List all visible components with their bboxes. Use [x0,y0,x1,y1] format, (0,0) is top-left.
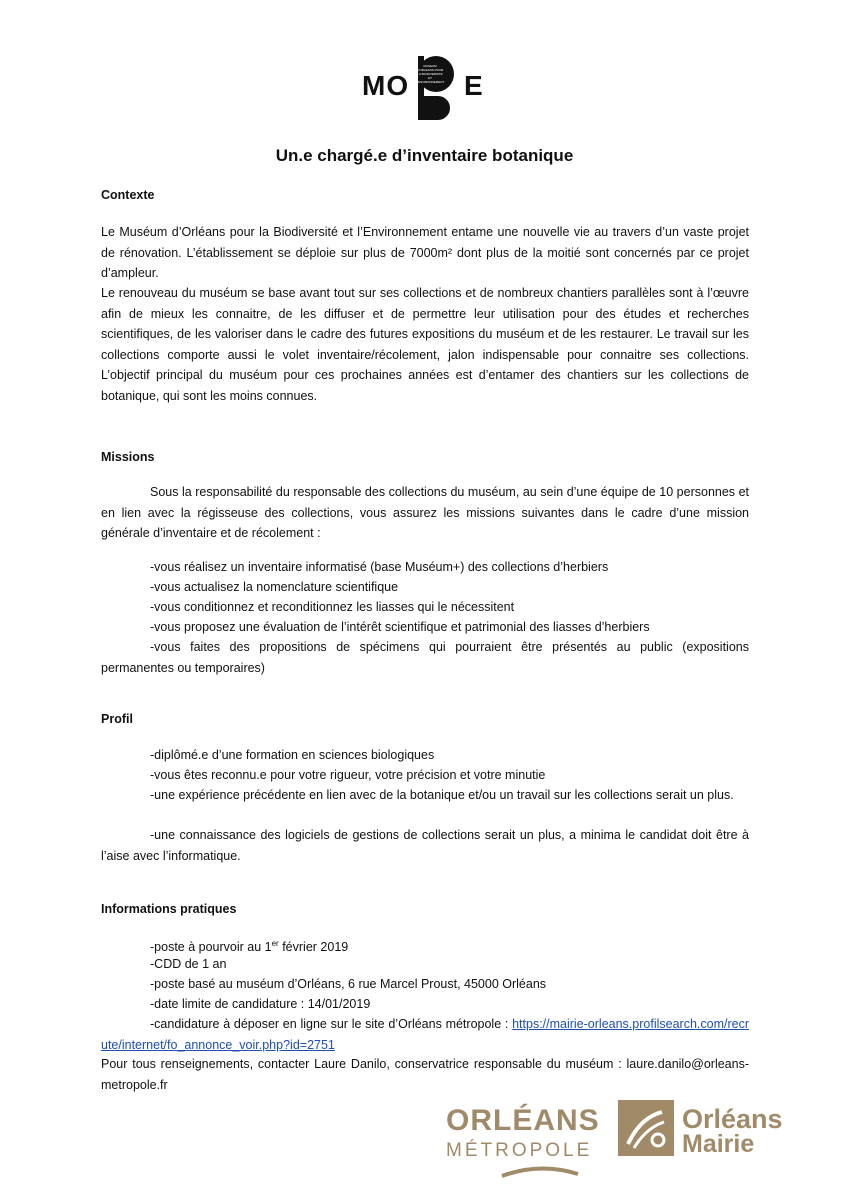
profil-item: -vous êtes reconnu.e pour votre rigueur, votre précision et votre minutie [150,768,546,782]
orleans-metropole-logo [440,1098,600,1183]
missions-item: -vous conditionnez et reconditionnez les liasses qui le nécessitent [150,600,515,614]
contexte-paragraph-2: Le renouveau du muséum se base avant tout sur ses collections et de nombreux chantiers parallèles sont à l’œuvre afin de mieux les connaitre, de les diffuser et de permettre leur utilisation pour des études et recherches scientifiques, de les valoriser dans le cadre des futures expositions du muséum et de les restaurer. Le travail sur les collections comporte aussi le volet inventaire/récolement, jalon indispensable pour connaitre ses collections. L’objectif principal du muséum pour ces prochaines années est d’entamer des chantiers sur les collections de botanique, qui sont les moins connues. [101,286,749,403]
orleans-mairie-logo [618,1100,818,1160]
metropole-sub: MÉTROPOLE [446,1140,593,1161]
metropole-word: ORLÉANS [446,1104,600,1137]
page-title: Un.e chargé.e d’inventaire botanique [275,146,574,165]
info-candidature [101,1014,749,1055]
metropole-swoosh-icon [500,1164,580,1180]
info-poste-sup: er [271,939,279,948]
contexte-paragraph-1: Le Muséum d’Orléans pour la Biodiversité et l’Environnement entame une nouvelle vie au travers d’un vaste projet de rénovation. L’établissement se déploie sur plus de 7000m² dont plus de la moitié sont concernés par ce projet d’ampleur. [101,225,749,280]
heading-informations: Informations pratiques [101,902,237,916]
logo-tiny-text: MUSEUM D'ORLEANS POUR LA BIODIVERSITE ET L'ENVIRONNEMENT [415,64,445,84]
profil-item-4: -une connaissance des logiciels de gestions de collections serait un plus, a minima le candidat doit être à l’aise avec l’informatique. [101,828,749,863]
missions-item: -vous proposez une évaluation de l’intérêt scientifique et patrimonial des liasses d’herbiers [150,620,650,634]
profil-item-3: -une expérience précédente en lien avec de la botanique et/ou un travail sur les collections serait un plus. [150,788,734,802]
logo-letters-right: E [464,70,484,101]
missions-intro: Sous la responsabilité du responsable des collections du muséum, au sein d’une équipe de 10 personnes et en lien avec la régisseuse des collections, vous assurez les missions suivantes dans le cadre d’une mission générale d’inventaire et de récolement : [101,485,749,540]
candidature-link[interactable]: https://mairie-orleans.profilsearch.com/recrute/internet/fo_annonce_voir.php?id=2751 [101,1017,749,1052]
info-lieu: -poste basé au muséum d’Orléans, 6 rue Marcel Proust, 45000 Orléans [150,977,547,991]
info-candidature-text: -candidature à déposer en ligne sur le site d’Orléans métropole : [150,1017,509,1031]
logo-b-mark [414,52,462,120]
heading-missions: Missions [101,450,155,464]
heading-profil: Profil [101,712,133,726]
info-contact: Pour tous renseignements, contacter Laure Danilo, conservatrice responsable du muséum : laure.danilo@orleans-metropole.fr [101,1057,749,1092]
mairie-emblem-icon [618,1100,674,1156]
missions-item-last: -vous faites des propositions de spécimens qui pourraient être présentés au public (expositions permanentes ou temporaires) [101,640,749,675]
logo-letters-left: MO [362,70,410,101]
info-date-limite: -date limite de candidature : 14/01/2019 [150,997,371,1011]
missions-item: -vous réalisez un inventaire informatisé (base Muséum+) des collections d’herbiers [150,560,609,574]
profil-item: -diplômé.e d’une formation en sciences biologiques [150,748,435,762]
mobe-logo [360,48,500,123]
missions-item: -vous actualisez la nomenclature scientifique [150,580,399,594]
info-poste-suffix: février 2019 [278,940,349,955]
info-cdd: -CDD de 1 an [150,957,227,971]
info-poste-prefix: -poste à pourvoir au 1 [150,940,272,955]
mairie-sub: Mairie [682,1130,755,1158]
heading-contexte: Contexte [101,188,155,202]
mairie-word: Orléans [682,1104,783,1134]
